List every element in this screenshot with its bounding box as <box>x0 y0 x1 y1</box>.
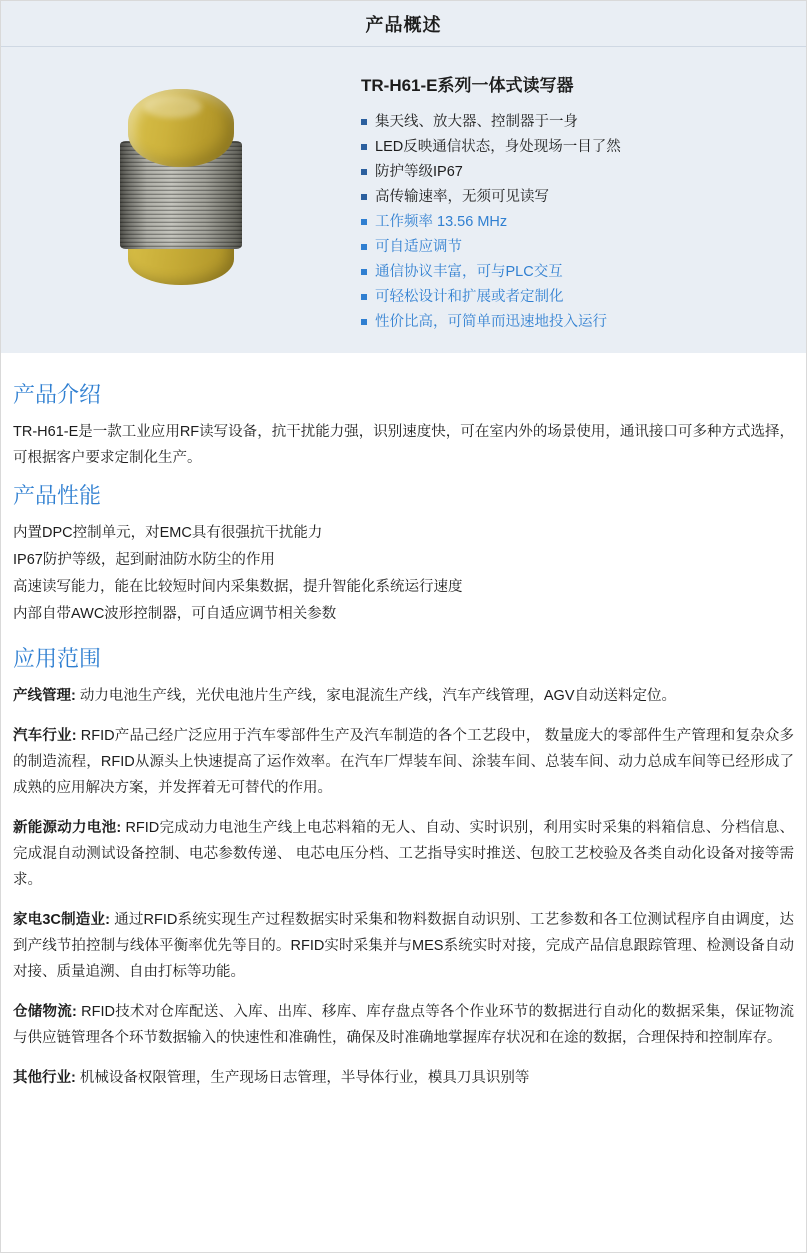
application-item <box>13 815 794 893</box>
list-item <box>361 285 776 310</box>
spacer <box>13 628 794 634</box>
application-item <box>13 723 794 801</box>
application-label: 家电3C制造业: <box>13 912 110 928</box>
list-item <box>361 160 776 185</box>
application-label: 产线管理: <box>13 688 76 704</box>
feature-text: 可轻松设计和扩展或者定制化 <box>375 289 564 305</box>
product-overview-section <box>1 47 806 356</box>
square-bullet-icon <box>361 169 367 175</box>
feature-text: LED反映通信状态，身处现场一目了然 <box>375 139 621 155</box>
list-item <box>361 260 776 285</box>
rfid-reader-illustration <box>106 83 256 298</box>
application-text: 通过RFID系统实现生产过程数据实时采集和物料数据自动识别、工艺参数和各工位测试程序自由调度，达到产线节拍控制与线体平衡率优先等目的。RFID实时采集并与MES系统实时对接，完成产品信息跟踪管理、检测设备自动对接、质量追溯、自由打标等功能。 <box>13 912 795 980</box>
page-title: 产品概述 <box>365 14 442 35</box>
application-label: 新能源动力电池: <box>13 820 122 836</box>
application-text: 动力电池生产线，光伏电池片生产线，家电混流生产线，汽车产线管理，AGV自动送料定位。 <box>79 688 676 704</box>
feature-text: 防护等级IP67 <box>375 164 463 180</box>
square-bullet-icon <box>361 294 367 300</box>
application-text: RFID技术对仓库配送、入库、出库、移库、库存盘点等各个作业环节的数据进行自动化的数据采集，保证物流与供应链管理各个环节数据输入的快速性和准确性，确保及时准确地掌握库存状况和在途的数据，合理保持和控制库存。 <box>13 1004 794 1046</box>
feature-text: 可自适应调节 <box>375 239 462 255</box>
document-body <box>1 356 806 1131</box>
product-features <box>361 57 806 335</box>
square-bullet-icon <box>361 319 367 325</box>
product-model-title: TR-H61-E系列一体式读写器 <box>361 76 574 95</box>
application-text: RFID完成动力电池生产线上电芯料箱的无人、自动、实时识别，利用实时采集的料箱信息、分档信息、完成混自动测试设备控制、电芯参数传递、 电芯电压分档、工艺指导实时推送、包胶工艺校验及各类自动化设备对接等需求。 <box>13 820 795 888</box>
feature-text: 高传输速率，无须可见读写 <box>375 189 549 205</box>
application-label: 仓储物流: <box>13 1004 77 1020</box>
section-title-intro: 产品介绍 <box>13 382 102 407</box>
square-bullet-icon <box>361 244 367 250</box>
application-item <box>13 999 794 1051</box>
square-bullet-icon <box>361 144 367 150</box>
page-header <box>1 1 806 47</box>
application-label: 其他行业: <box>13 1070 76 1086</box>
application-item <box>13 683 794 709</box>
performance-line: 内置DPC控制单元，对EMC具有很强抗干扰能力 <box>13 525 323 541</box>
feature-list <box>361 110 776 335</box>
reader-top-cap <box>128 89 234 167</box>
performance-line: 内部自带AWC波形控制器，可自适应调节相关参数 <box>13 606 337 622</box>
list-item <box>361 235 776 260</box>
list-item <box>361 185 776 210</box>
square-bullet-icon <box>361 194 367 200</box>
list-item <box>361 135 776 160</box>
feature-text: 工作频率 13.56 MHz <box>375 214 508 230</box>
intro-paragraph: TR-H61-E是一款工业应用RF读写设备，抗干扰能力强，识别速度快，可在室内外的场景使用，通讯接口可多种方式选择，可根据客户要求定制化生产。 <box>13 424 794 466</box>
feature-text: 集天线、放大器、控制器于一身 <box>375 114 578 130</box>
application-item <box>13 907 794 985</box>
section-title-applications: 应用范围 <box>13 646 102 671</box>
section-title-performance: 产品性能 <box>13 483 102 508</box>
application-text: RFID产品己经广泛应用于汽车零部件生产及汽车制造的各个工艺段中， 数量庞大的零部件生产管理和复杂众多的制造流程，RFID从源头上快速提高了运作效率。在汽车厂焊装车间、涂装车间、总装车间、动力总成车间等已经形成了成熟的应用解决方案，并发挥着无可替代的作用。 <box>13 728 794 796</box>
performance-line: IP67防护等级，起到耐油防水防尘的作用 <box>13 552 275 568</box>
square-bullet-icon <box>361 119 367 125</box>
square-bullet-icon <box>361 219 367 225</box>
feature-text: 性价比高，可简单而迅速地投入运行 <box>375 314 607 330</box>
list-item <box>361 310 776 335</box>
feature-text: 通信协议丰富，可与PLC交互 <box>375 264 563 280</box>
performance-line: 高速读写能力，能在比较短时间内采集数据，提升智能化系统运行速度 <box>13 579 463 595</box>
application-item <box>13 1065 794 1091</box>
application-text: 机械设备权限管理，生产现场日志管理，半导体行业，模具刀具识别等 <box>79 1070 530 1086</box>
application-label: 汽车行业: <box>13 728 77 744</box>
list-item <box>361 110 776 135</box>
square-bullet-icon <box>361 269 367 275</box>
product-image <box>1 57 361 335</box>
list-item <box>361 210 776 235</box>
